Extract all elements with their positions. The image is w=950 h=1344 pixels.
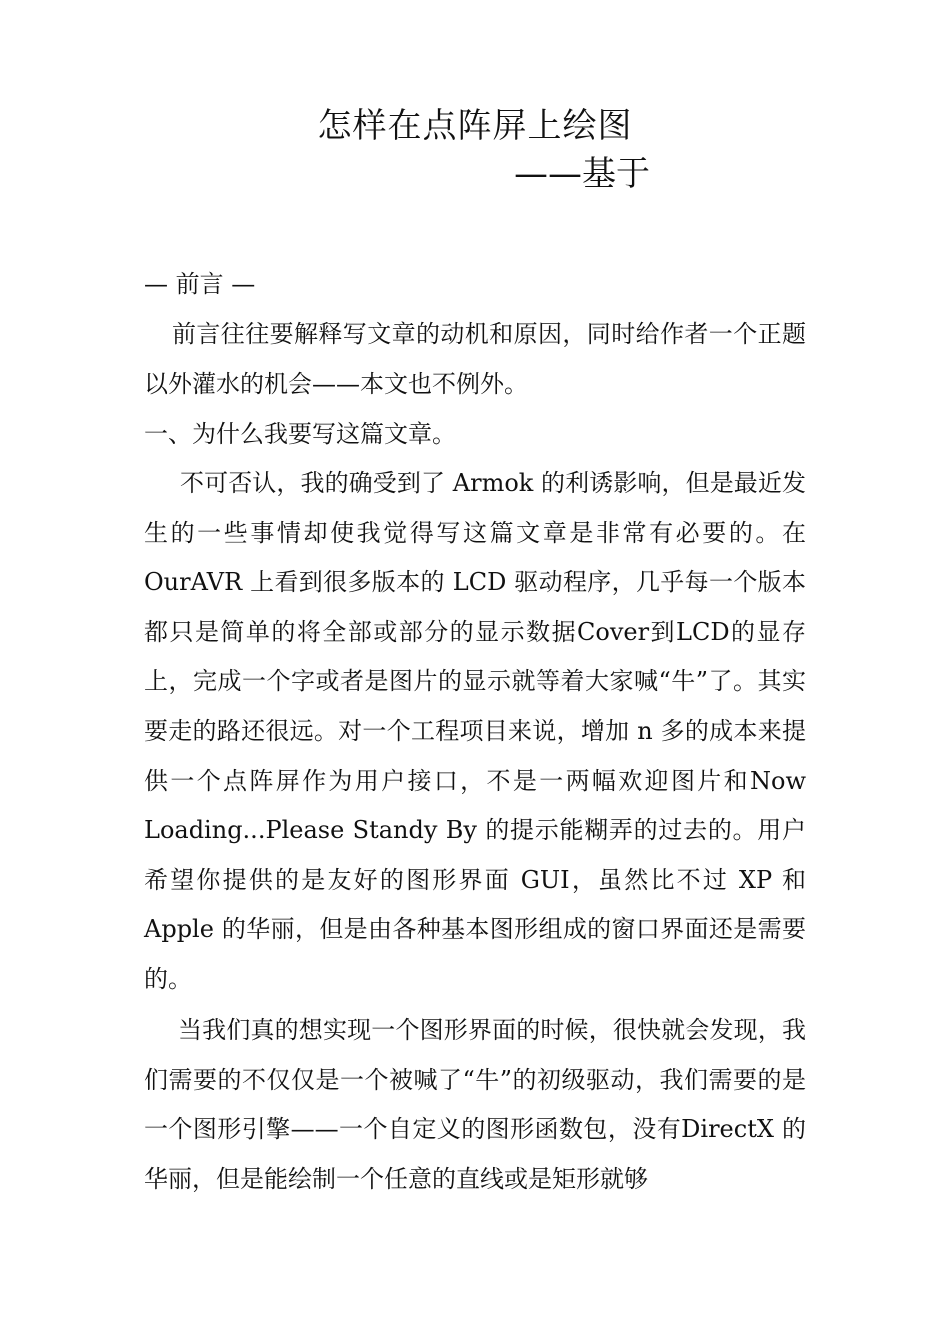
- section-1-paragraph-2: 当我们真的想实现一个图形界面的时候，很快就会发现，我们需要的不仅仅是一个被喊了“牛”的初级驱动，我们需要的是一个图形引擎——一个自定义的图形函数包，没有DirectX 的华丽，但是能绘制一个任意的直线或是矩形就够: [144, 1016, 806, 1193]
- document-title: 怎样在点阵屏上绘图: [317, 106, 633, 146]
- document-subtitle: ——基于: [514, 154, 650, 194]
- section-1-heading: 一、为什么我要写这篇文章。: [144, 420, 456, 448]
- foreword-heading: — 前言 —: [144, 270, 256, 298]
- foreword-paragraph: 前言往往要解释写文章的动机和原因，同时给作者一个正题以外灌水的机会——本文也不例外。: [144, 320, 806, 398]
- section-1-paragraph-1: 不可否认，我的确受到了 Armok 的利诱影响，但是最近发生的一些事情却使我觉得写这篇文章是非常有必要的。在OurAVR 上看到很多版本的 LCD 驱动程序，几乎每一个版本都只是简单的将全部或部分的显示数据Cover到LCD的显存上，完成一个字或者是图片的显示就等着大家喊“牛”了。其实要走的路还很远。对一个工程项目来说，增加 n 多的成本来提供一个点阵屏作为用户接口，不是一两幅欢迎图片和Now Loading...Please Standy By 的提示能糊弄的过去的。用户希望你提供的是友好的图形界面 GUI，虽然比不过 XP 和Apple 的华丽，但是由各种基本图形组成的窗口界面还是需要的。: [144, 469, 806, 993]
